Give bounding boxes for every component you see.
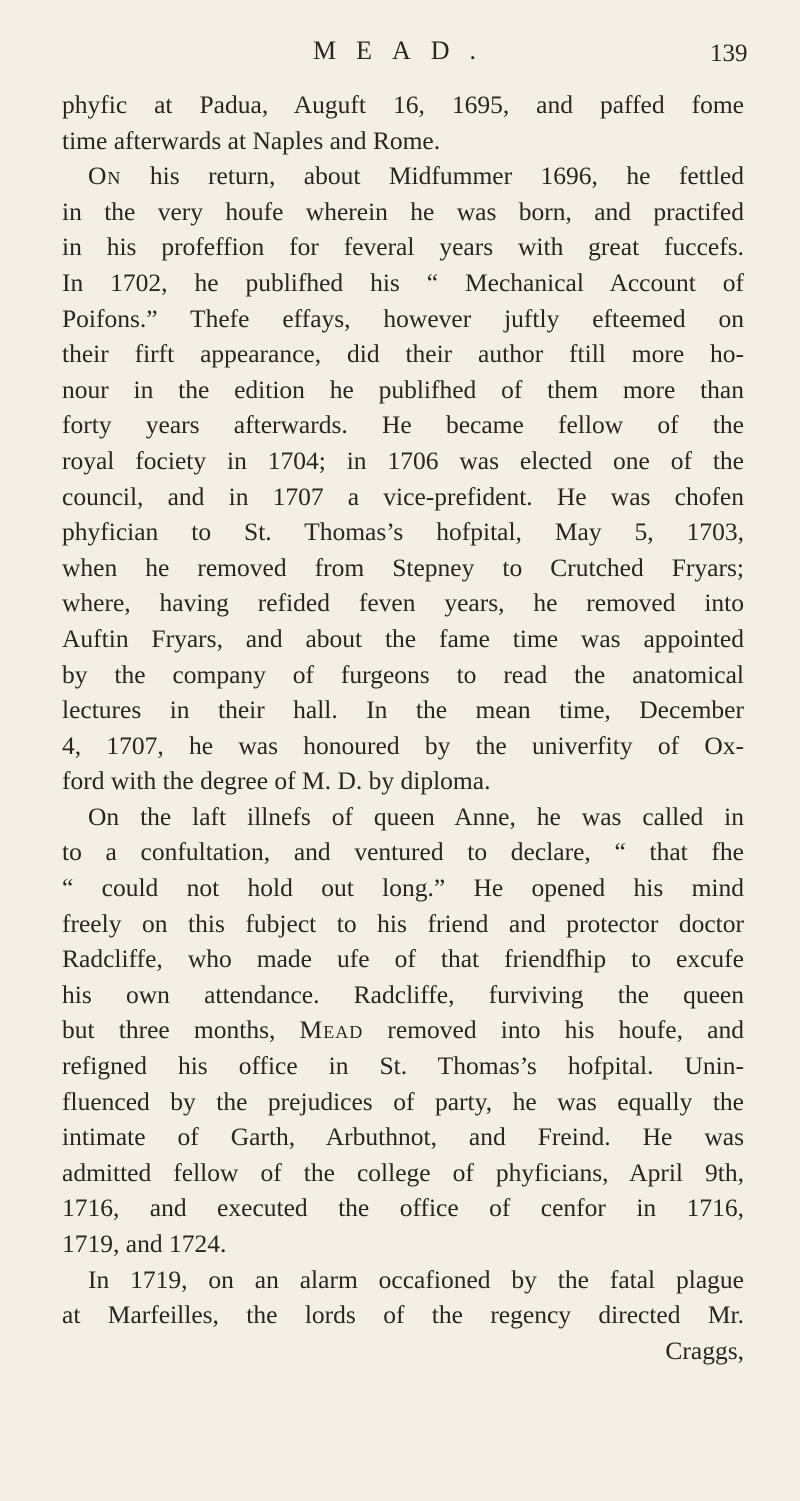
catchword: Craggs, bbox=[665, 1335, 744, 1365]
text-line: Radcliffe, who made ufe of that friendfhip to excufe bbox=[62, 944, 744, 974]
text-line: but three months, Mead removed into his houfe, and bbox=[62, 1015, 744, 1045]
text-line: royal fociety in 1704; in 1706 was elected one of the bbox=[62, 445, 744, 475]
text-line: intimate of Garth, Arbuthnot, and Freind. He was bbox=[62, 1122, 744, 1152]
text-line: his own attendance. Radcliffe, furviving the queen bbox=[62, 979, 744, 1009]
text-line: forty years afterwards. He became fellow of the bbox=[62, 410, 744, 440]
text-line: council, and in 1707 a vice-prefident. He was chofen bbox=[62, 481, 744, 511]
text-line: freely on this fubject to his friend and protector doctor bbox=[62, 908, 744, 938]
paragraph-lead: On bbox=[88, 161, 122, 191]
text-line: by the company of furgeons to read the anatomical bbox=[62, 659, 744, 689]
text-line: at Marfeilles, the lords of the regency directed Mr. bbox=[62, 1300, 744, 1330]
text-line: 4, 1707, he was honoured by the univerfity of Ox- bbox=[62, 730, 744, 760]
text-line: On his return, about Midfummer 1696, he fettled bbox=[88, 161, 744, 191]
text-line: nour in the edition he publifhed of them more than bbox=[62, 374, 744, 404]
text-line: in his profeffion for feveral years with great fuccefs. bbox=[62, 232, 744, 262]
text-line: In 1702, he publifhed his “ Mechanical Account of bbox=[62, 267, 744, 297]
text-line: 1716, and executed the office of cenfor in 1716, bbox=[62, 1193, 744, 1223]
running-head bbox=[0, 36, 800, 76]
text-line: refigned his office in St. Thomas’s hofpital. Unin- bbox=[62, 1051, 744, 1081]
text-line: when he removed from Stepney to Crutched Fryars; bbox=[62, 552, 744, 582]
text-line: fluenced by the prejudices of party, he was equally the bbox=[62, 1086, 744, 1116]
page-number: 139 bbox=[710, 40, 748, 67]
text-line: in the very houfe wherein he was born, and practifed bbox=[62, 196, 744, 226]
text-line: their firft appearance, did their author ftill more ho- bbox=[62, 339, 744, 369]
text-line: “ could not hold out long.” He opened his mind bbox=[62, 873, 744, 903]
text-line: phyfician to St. Thomas’s hofpital, May 5, 1703, bbox=[62, 517, 744, 547]
text-line: Poifons.” Thefe effays, however juftly efteemed on bbox=[62, 303, 744, 333]
body-text bbox=[62, 87, 744, 1368]
text-line: phyfic at Padua, Auguft 16, 1695, and paffed fome bbox=[62, 90, 744, 119]
text-line: On the laft illnefs of queen Anne, he was called in bbox=[88, 801, 744, 831]
text-line: lectures in their hall. In the mean time, December bbox=[62, 695, 744, 725]
text-line: ford with the degree of M. D. by diploma. bbox=[62, 766, 491, 796]
text-line: In 1719, on an alarm occafioned by the fatal plague bbox=[88, 1264, 744, 1294]
text-line: 1719, and 1724. bbox=[62, 1229, 227, 1258]
text-line: to a confultation, and ventured to declare, “ that fhe bbox=[62, 837, 744, 867]
text-line: time afterwards at Naples and Rome. bbox=[62, 125, 441, 155]
running-title: MEAD. bbox=[313, 36, 497, 65]
text-line: where, having refided feven years, he removed into bbox=[62, 588, 744, 618]
text-line: admitted fellow of the college of phyficians, April 9th, bbox=[62, 1157, 744, 1187]
text-line: Auftin Fryars, and about the fame time was appointed bbox=[62, 623, 744, 653]
author-name: Mead bbox=[299, 1015, 364, 1045]
